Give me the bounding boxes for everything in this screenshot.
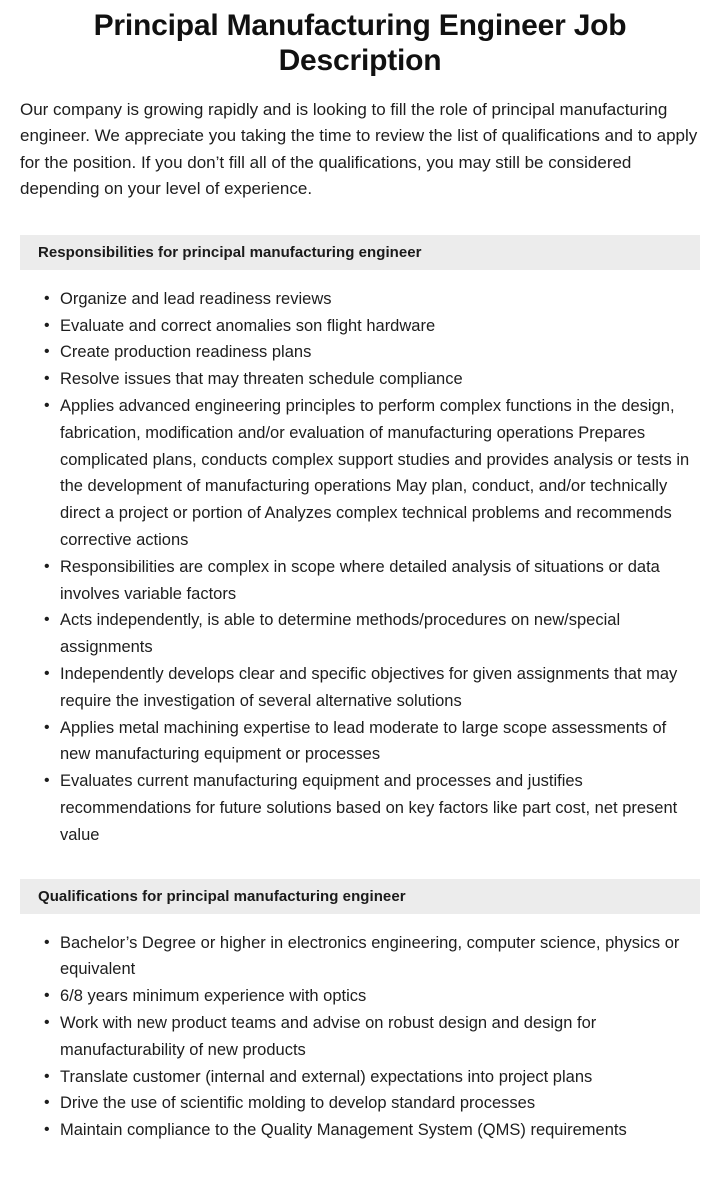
responsibilities-list [0,270,720,849]
list-item: • Maintain compliance to the Quality Management System (QMS) requirements [44,1117,700,1144]
page-title: Principal Manufacturing Engineer Job Description [93,9,627,78]
qualifications-list [0,914,720,1144]
list-item: • Create production readiness plans [44,339,700,366]
list-item: • Applies metal machining expertise to lead moderate to large scope assessments of new manufacturing equipment or processes [44,715,700,769]
list-item: • Work with new product teams and advise on robust design and design for manufacturability of new products [44,1010,700,1064]
list-item: • Evaluates current manufacturing equipment and processes and justifies recommendations for future solutions based on key factors like part cost, net present value [44,768,700,848]
list-item: • Acts independently, is able to determine methods/procedures on new/special assignments [44,607,700,661]
list-item: • Applies advanced engineering principles to perform complex functions in the design, fabrication, modification and/or evaluation of manufacturing operations Prepares complicated plans, conducts complex support studies and provides analysis or tests in the development of manufacturing operations May plan, conduct, and/or technically direct a project or portion of Analyzes complex technical problems and recommends corrective actions [44,393,700,554]
list-item: • Independently develops clear and specific objectives for given assignments that may require the investigation of several alternative solutions [44,661,700,715]
intro-paragraph: Our company is growing rapidly and is looking to fill the role of principal manufacturing engineer. We appreciate you taking the time to review the list of qualifications and to apply for the position. If you don’t fill all of the qualifications, you may still be considered depending on your level of experience. [20,99,698,199]
section-header-qualifications: Qualifications for principal manufacturing engineer [20,879,700,914]
responsibilities-section [0,235,720,849]
list-item: • Organize and lead readiness reviews [44,286,700,313]
list-item: • Evaluate and correct anomalies son flight hardware [44,313,700,340]
list-item: • Bachelor’s Degree or higher in electronics engineering, computer science, physics or equivalent [44,930,700,984]
list-item: • 6/8 years minimum experience with optics [44,983,700,1010]
list-item: • Responsibilities are complex in scope where detailed analysis of situations or data involves variable factors [44,554,700,608]
qualifications-section [0,879,720,1144]
section-header-responsibilities: Responsibilities for principal manufacturing engineer [20,235,700,270]
list-item: • Drive the use of scientific molding to develop standard processes [44,1090,700,1117]
list-item: • Resolve issues that may threaten schedule compliance [44,366,700,393]
list-item: • Translate customer (internal and external) expectations into project plans [44,1064,700,1091]
